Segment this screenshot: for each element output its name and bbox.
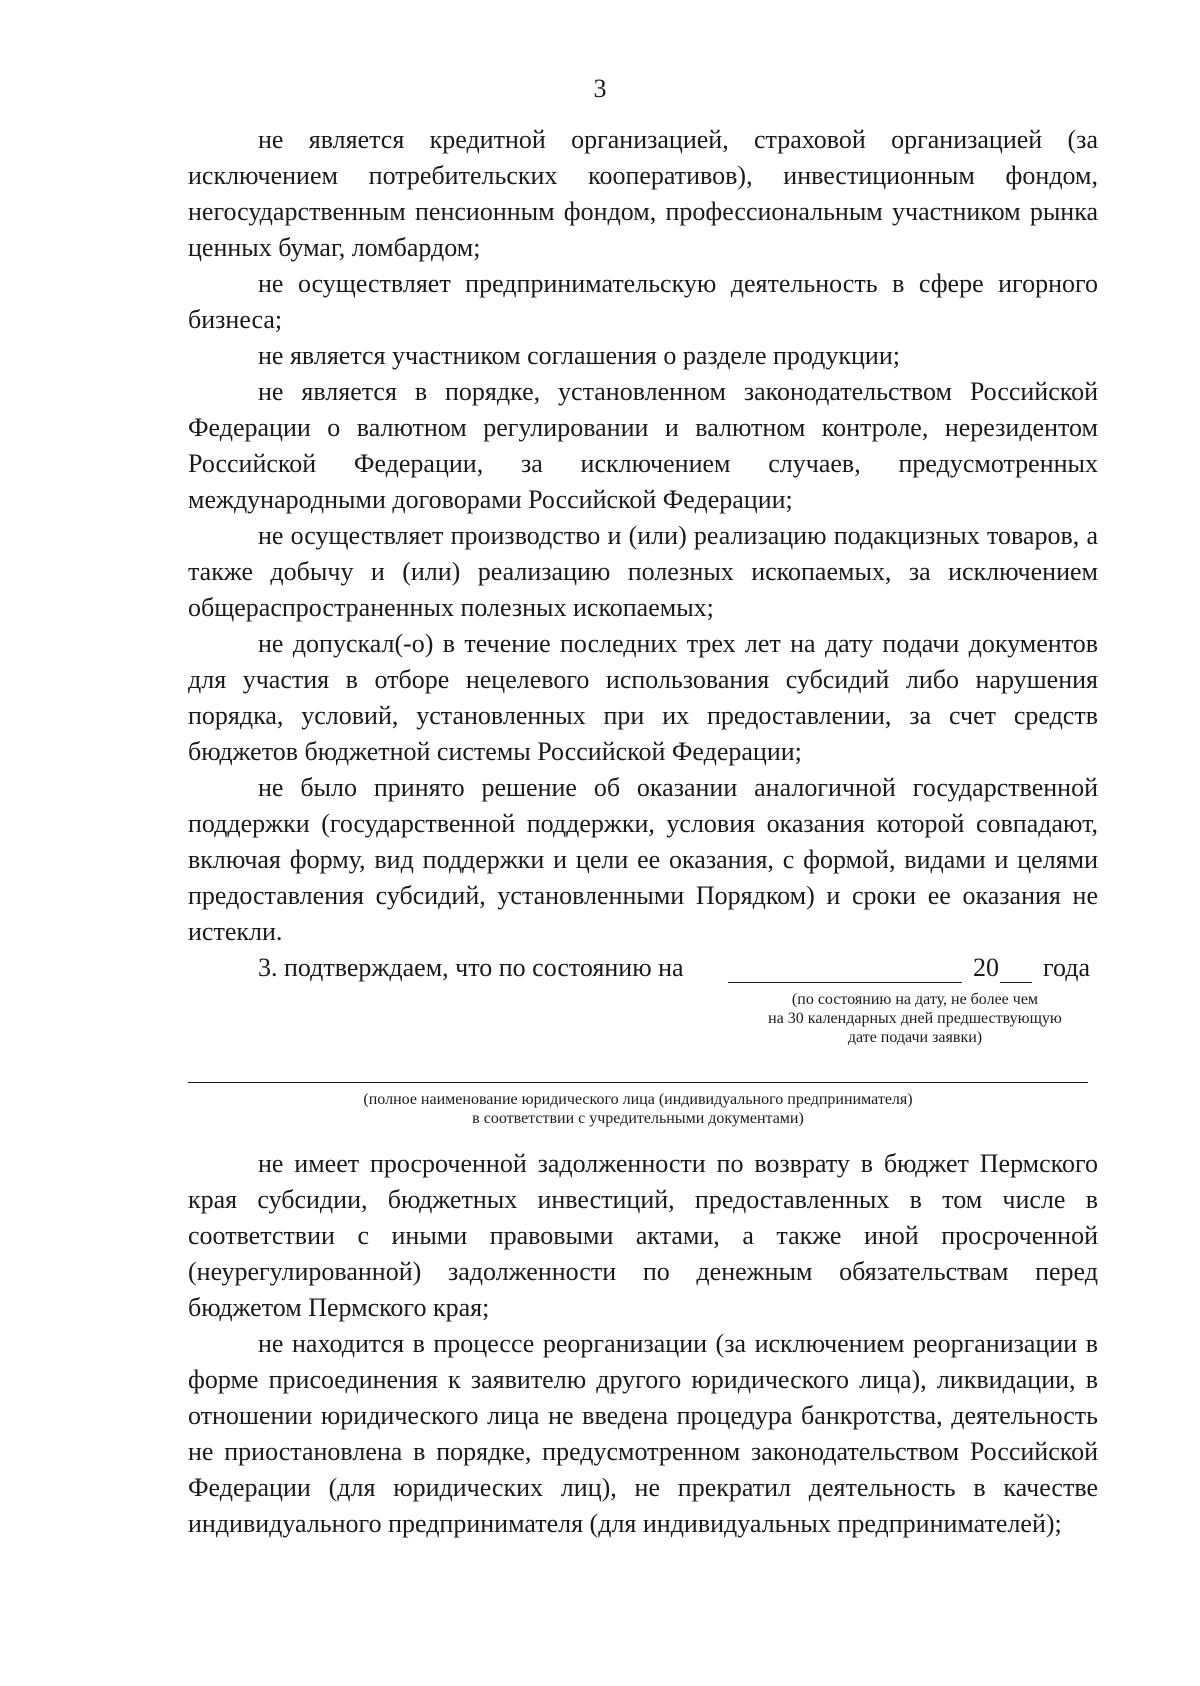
date-footnote-line: на 30 календарных дней предшествующую xyxy=(768,1010,1062,1027)
condition-nonresident: не является в порядке, установленном законодательством Российской Федерации о валютном регулировании и валютном контроле, нерезидентом Российской Федерации, за исключением случаев, предусмотренных международными договорами Российской Федерации; xyxy=(188,377,1098,514)
entity-name-footnote xyxy=(188,1090,1088,1128)
year-word: года xyxy=(1043,953,1091,982)
condition-subsidy-misuse: не допускал(-о) в течение последних трех лет на дату подачи документов для участия в отборе нецелевого использования субсидий либо нарушения порядка, условий, установленных при их предоставлении, за счет средств бюджетов бюджетной системы Российской Федерации; xyxy=(188,629,1098,766)
date-footnote-line: (по состоянию на дату, не более чем xyxy=(791,991,1039,1008)
page-number: 3 xyxy=(593,74,607,103)
condition-no-reorganization: не находится в процессе реорганизации (за исключением реорганизации в форме присоединения к заявителю другого юридического лица), ликвидации, в отношении юридического лица не введена процедура банкротства, деятельность не приостановлена в порядке, предусмотренном законодательством Российской Федерации (для юридических лиц), не прекратил деятельность в качестве индивидуального предпринимателя (для индивидуальных предпринимателей); xyxy=(188,1329,1098,1538)
condition-excise-goods: не осуществляет производство и (или) реализацию подакцизных товаров, а также добычу и (или) реализацию полезных ископаемых, за исключением общераспространенных полезных ископаемых; xyxy=(188,521,1098,622)
date-blank[interactable] xyxy=(728,982,962,983)
confirmation-lead: 3. подтверждаем, что по состоянию на xyxy=(258,953,684,982)
date-footnote xyxy=(720,990,1110,1047)
condition-gambling: не осуществляет предпринимательскую деятельность в сфере игорного бизнеса; xyxy=(188,269,1098,334)
condition-credit-org: не является кредитной организацией, страховой организацией (за исключением потребительских кооперативов), инвестиционным фондом, негосударственным пенсионным фондом, профессиональным участником рынка ценных бумаг, ломбардом; xyxy=(188,125,1098,262)
year-blank[interactable] xyxy=(1000,982,1032,983)
condition-similar-support: не было принято решение об оказании аналогичной государственной поддержки (государственной поддержки, условия оказания которой совпадают, включая форму, вид поддержки и цели ее оказания, с формой, видами и целями предоставления субсидий, установленными Порядком) и сроки ее оказания не истекли. xyxy=(188,773,1098,946)
condition-no-debt: не имеет просроченной задолженности по возврату в бюджет Пермского края субсидии, бюджетных инвестиций, предоставленных в том числе в соответствии с иными правовыми актами, а также иной просроченной (неурегулированной) задолженности по денежным обязательствам перед бюджетом Пермского края; xyxy=(188,1149,1098,1322)
year-prefix: 20 xyxy=(973,953,999,982)
date-footnote-line: дате подачи заявки) xyxy=(847,1029,983,1046)
confirmation-line xyxy=(258,950,1098,990)
entity-name-footnote-line: (полное наименование юридического лица (индивидуального предпринимателя) xyxy=(363,1091,913,1108)
entity-name-footnote-line: в соответствии с учредительными документами) xyxy=(472,1110,804,1127)
condition-production-sharing: не является участником соглашения о разделе продукции; xyxy=(258,341,900,370)
entity-name-blank[interactable] xyxy=(188,1082,1088,1083)
